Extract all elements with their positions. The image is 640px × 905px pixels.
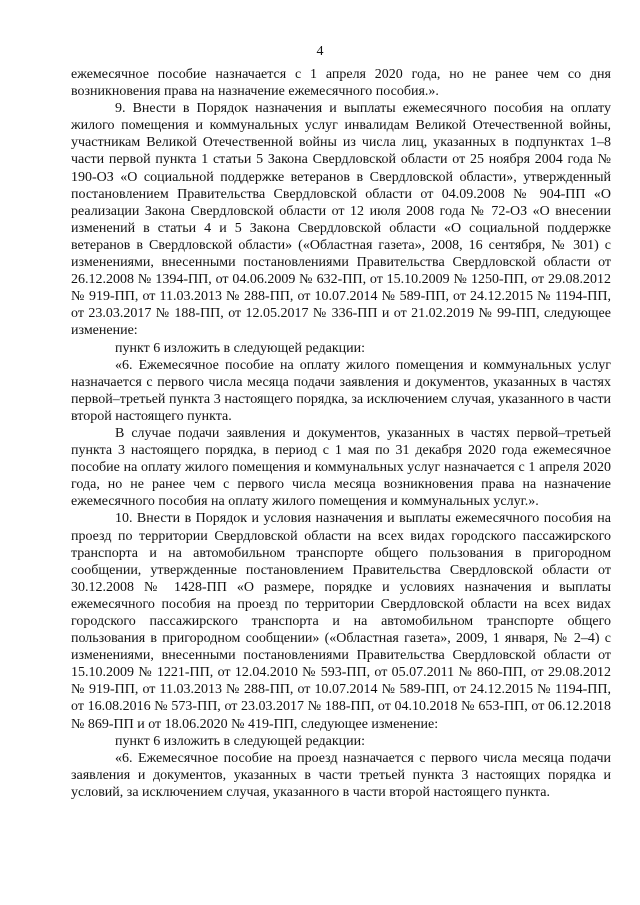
page-number: 4 xyxy=(316,44,324,59)
paragraph-item-9: 9. Внести в Порядок назначения и выплаты ежемесячного пособия на оплату жилого помещения и коммунальных услуг инвалидам Великой Отечественной войны, участникам Великой Отечественной войны из числа лиц, указанных в подпунктах 1–8 части первой пункта 1 статьи 5 Закона Свердловской области от 25 ноября 2004 года № 190-ОЗ «О социальной поддержке ветеранов в Свердловской области», утвержденный постановлением Правительства Свердловской области от 04.09.2008 № 904-ПП «О реализации Закона Свердловской области от 12 июля 2008 года № 72-ОЗ «О внесении изменений в статьи 4 и 5 Закона Свердловской области «О социальной поддержке ветеранов в Свердловской области» («Областная газета», 2008, 16 сентября, № 301) с изменениями, внесенными постановлениями Правительства Свердловской области от 26.12.2008 № 1394-ПП, от 04.06.2009 № 632-ПП, от 15.10.2009 № 1250-ПП, от 29.08.2012 № 919-ПП, от 11.03.2013 № 288-ПП, от 10.07.2014 № 589-ПП, от 24.12.2015 № 1194-ПП, от 23.03.2017 № 188-ПП, от 12.05.2017 № 336-ПП и от 21.02.2019 № 99-ПП, следующее изменение: xyxy=(71,101,611,339)
paragraph-item-9-new-text: «6. Ежемесячное пособие на оплату жилого помещения и коммунальных услуг назначается с первого числа месяца подачи заявления и документов, указанных в частях первой–третьей пункта 3 настоящего порядка, за исключением случая, указанного в части второй настоящего пункта. xyxy=(71,357,611,424)
document-body xyxy=(71,66,611,801)
paragraph-item-9-new-text-part-2: В случае подачи заявления и документов, указанных в частях первой–третьей пункта 3 настоящего порядка, в период с 1 мая по 31 декабря 2020 года ежемесячное пособие на оплату жилого помещения и коммунальных услуг назначается с 1 апреля 2020 года, но не ранее чем с первого числа месяца возникновения права на назначение ежемесячного пособия на оплату жилого помещения и коммунальных услуг.». xyxy=(71,425,611,510)
paragraph-item-10-instruction: пункт 6 изложить в следующей редакции: xyxy=(115,733,365,749)
paragraph-continuation: ежемесячное пособие назначается с 1 апреля 2020 года, но не ранее чем со дня возникновения права на назначение ежемесячного пособия.». xyxy=(71,67,611,100)
paragraph-item-10-new-text: «6. Ежемесячное пособие на проезд назначается с первого числа месяца подачи заявления и документов, указанных в части третьей пункта 3 настоящих порядка и условий, за исключением случая, указанного в части второй настоящего пункта. xyxy=(71,750,611,800)
paragraph-item-10: 10. Внести в Порядок и условия назначения и выплаты ежемесячного пособия на проезд по территории Свердловской области на всех видах городского пассажирского транспорта и на автомобильном транспорте общего пользования в пригородном сообщении, утвержденные постановлением Правительства Свердловской области от 30.12.2008 № 1428-ПП «О размере, порядке и условиях назначения и выплаты ежемесячного пособия на проезд по территории Свердловской области на всех видах городского пассажирского транспорта и на автомобильном транспорте общего пользования в пригородном сообщении» («Областная газета», 2009, 1 января, № 2–4) с изменениями, внесенными постановлениями Правительства Свердловской области от 15.10.2009 № 1221-ПП, от 12.04.2010 № 593-ПП, от 05.07.2011 № 860-ПП, от 29.08.2012 № 919-ПП, от 11.03.2013 № 288-ПП, от 10.07.2014 № 589-ПП, от 24.12.2015 № 1194-ПП, от 16.08.2016 № 573-ПП, от 23.03.2017 № 188-ПП, от 04.10.2018 № 653-ПП, от 06.12.2018 № 869-ПП и от 18.06.2020 № 419-ПП, следующее изменение: xyxy=(71,511,611,732)
paragraph-item-9-instruction: пункт 6 изложить в следующей редакции: xyxy=(115,340,365,356)
